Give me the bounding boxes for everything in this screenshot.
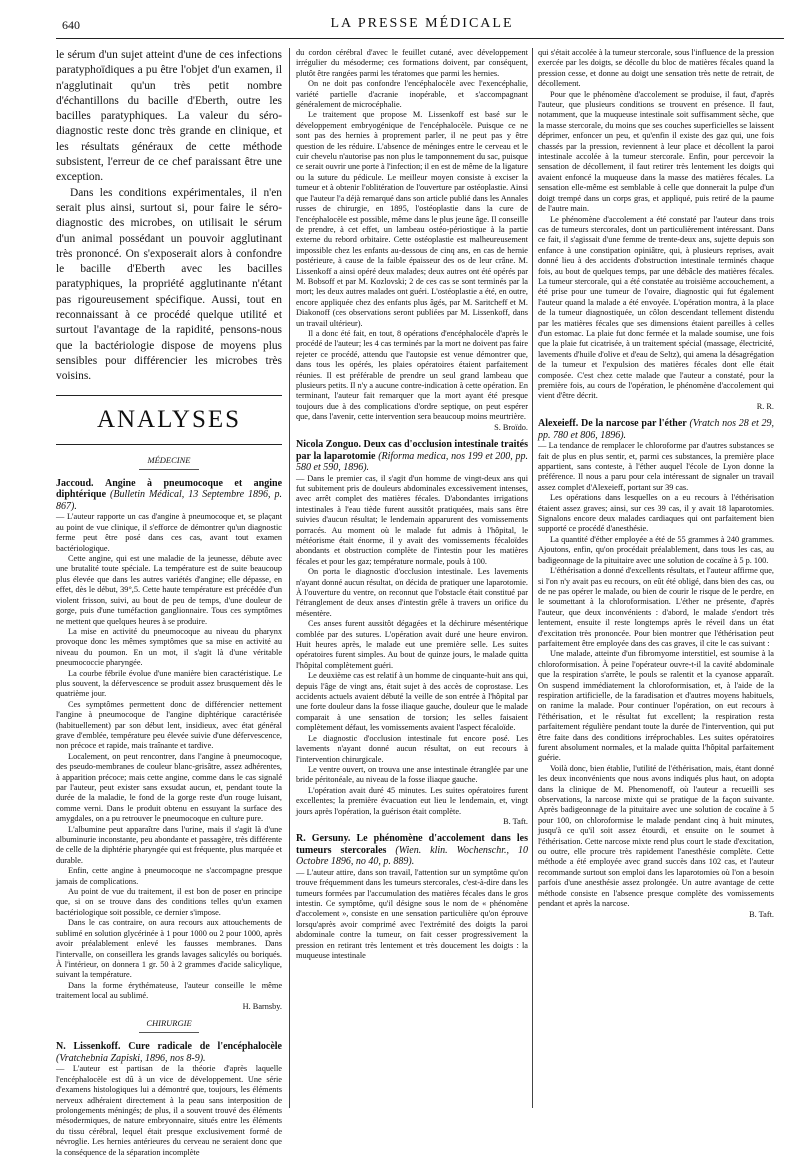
page-header	[62, 14, 782, 34]
article-heading	[56, 1041, 282, 1064]
article-reference: (Bulletin Médical, 13 Septembre 1896, p. 867).	[56, 489, 282, 512]
intro-text	[56, 48, 282, 385]
article-signature: B. Taft.	[749, 909, 774, 919]
paragraph: Au point de vue du traitement, il est bon de poser en principe que, si on se trouve dans des conditions telles qu'un examen bactériologique soit possible, ce dernier s'impose.	[56, 887, 282, 917]
paragraph: On ne doit pas confondre l'encéphalocèle avec l'exencéphalie, variété partielle d'acranie inopérable, et s'accompagnant généralement de microcéphalie.	[296, 79, 528, 110]
paragraph: Le ventre ouvert, on trouva une anse intestinale étranglée par une bride péritonéale, au niveau de la fosse iliaque gauche.	[296, 764, 528, 785]
category-rule	[139, 1032, 199, 1033]
section-title: ANALYSES	[96, 405, 242, 433]
article-body	[56, 1064, 282, 1158]
paragraph: Une malade, atteinte d'un fibromyome interstitiel, est soumise à la chloroformisation. À peine l'opérateur ouvre-t-il la cavité abdominale que la respiration s'arrête, le pouls se ralentit et la cyanose apparaît. On suspend immédiatement la chloroformisation, et, à l'aide de la respiration artificielle, de la faradisation et d'autres moyens habituels, on ranime la malade. Pour continuer l'opération, on eut recours à l'éthérisation, et le résultat fut excellent; la respiration resta parfaitement régulière pendant toute la durée de l'intervention, qui put être faite dans des conditions irréprochables. Les suites opératoires furent absolument normales, et la malade quitta l'hôpital parfaitement guérie.	[538, 649, 774, 763]
paragraph: du cordon cérébral d'avec le feuillet cutané, avec développement irrégulier du mésoderme; ces formations doivent, par conséquent, plutôt être rangées parmi les tératomes que parmi les hernies.	[296, 48, 528, 78]
article-signature: H. Barnsby.	[242, 1001, 282, 1011]
article-signature: S. Broïdo.	[494, 422, 528, 432]
paragraph: L'opération avait duré 45 minutes. Les suites opératoires furent excellentes; la première évacuation eut lieu le lendemain, et, vingt jours après l'opération, la guérison était complète.	[296, 785, 528, 816]
column-right	[538, 48, 774, 1108]
paragraph: L'éthérisation a donné d'excellents résultats, et l'auteur affirme que, si l'on n'y avait pas eu recours, on eût été obligé, dans bien des cas, ou de ne pas opérer le malade, ou bien de courir le risque de le perdre, en le soumettant à la chloroformisation. L'éther ne présente, d'après l'auteur, que deux inconvénients : d'abord, le malade s'endort très lentement, ensuite il reste longtemps après le réveil dans un état d'excitation très prononcée. Pour bien montrer que l'éthérisation peut parfaitement être employée dans des cas graves, il cite le cas suivant :	[538, 566, 774, 648]
paragraph: Il a donc été fait, en tout, 8 opérations d'encéphalocèle d'après le procédé de l'auteur; les 4 cas terminés par la mort ne doivent pas faire rejeter ce procédé, attendu que l'autopsie est venue démontrer que, dans tous les opérés, les plaies opératoires étaient parfaitement réunies. Il est préférable de prendre un seul grand lambeau que plusieurs petits. Il n'y a aucune contre-indication à cette opération. En terminant, l'auteur fait remarquer que la mort ayant été presque toujours due à des complications d'ordre septique, on peut espérer que, dans l'avenir, cette intervention sera beaucoup moins meurtrière.	[296, 328, 528, 422]
paragraph: Ces symptômes permettent donc de différencier nettement l'angine à pneumocoque de l'angine diphtérique caractérisée (habituellement) par son début lent, insidieux, avec état général grave d'emblée, température peu élevée suivie d'une défervescence, non précoce et rapide, mais traînante et tardive.	[56, 699, 282, 751]
article-heading	[538, 418, 774, 441]
paragraph: Pour que le phénomène d'accolement se produise, il faut, d'après l'auteur, que plusieurs conditions se trouvent en présence. Il faut, notamment, que la muqueuse intestinale soit suffisamment sèche, que la masse stercorale, du moins que ses couches superficielles se laissent déprimer, enfoncer un peu, et qu'enfin il existe des gaz qui, une fois chassés par la pression, reviennent à leur place et décollent la paroi intestinale accolée à la tumeur stercorale. Enfin, pour percevoir la sensation de décollement, il faut retirer très lentement les doigts qui avaient enfoncé la muqueuse dans la masse des matières fécales. La sensation elle-même est semblable à celle que donnerait la pulpe d'un doigt trempé dans un corps gras, et appliqué, puis retiré de la paume de l'autre main.	[538, 89, 774, 214]
paragraph: Dans la forme érythémateuse, l'auteur conseille le même traitement local au sublimé.	[56, 980, 282, 1001]
paragraph: L'albumine peut apparaître dans l'urine, mais il s'agit là d'une albuminurie inconstante, peu abondante et passagère, très différente de celle de la diphtérie pharyngée qui est fréquente, plus marquée et durable.	[56, 824, 282, 865]
paragraph: Le diagnostic d'occlusion intestinale fut encore posé. Les lavements n'ayant donné aucun résultat, on eut recours à l'intervention chirurgicale.	[296, 733, 528, 764]
article-author: Nicola Zonguo.	[296, 439, 362, 451]
journal-title: LA PRESSE MÉDICALE	[330, 16, 514, 31]
paragraph: On porta le diagnostic d'occlusion intestinale. Les lavements n'ayant donné aucun résultat, on décida de pratiquer une laparotomie. À l'ouverture du ventre, on reconnut que l'obstacle était constitué par l'étranglement de deux anses d'intestin grêle à travers un orifice du mésentère.	[296, 567, 528, 618]
category-heading: CHIRURGIE	[146, 1017, 192, 1028]
section-rule	[56, 444, 282, 445]
paragraph: Ces anses furent aussitôt dégagées et la déchirure mésentérique comblée par des sutures. L'opération avait duré une heure environ. Huit heures après, le malade eut une première selle. Les suites opératoires furent simples. Au bout de quinze jours, le malade quitta l'hôpital complètement guéri.	[296, 619, 528, 670]
article-body	[56, 512, 282, 1001]
paragraph: Le phénomène d'accolement a été constaté par l'auteur dans trois cas de tumeurs stercorales, dont un particulièrement intéressant. Dans ce fait, il s'agissait d'une femme de trente-deux ans, sujette depuis son enfance à une constipation opiniâtre, qui, à plusieurs reprises, avait donné lieu à des accidents d'obstruction intestinale terminés chaque fois, au bout de quelques temps, par une débâcle des matières fécales. La tumeur stercorale, qui a été constatée au troisième accouchement, a été prise pour une tumeur de l'ovaire, diagnostic qui fut également l'auteur quand la malade a été envoyée. L'opération montra, à la place de la tumeur diagnostiquée, un côlon descendant tellement distendu par les matières fécales que ses dimensions étaient pareilles à celles d'un estomac. La plaie fut donc fermée et la malade soumise, une fois que la plaie fut cicatrisée, à un traitement spécial (massage, électricité, lavements d'huile d'olive et d'eau de Seltz), qui amena la désagrégation de la tumeur et l'expulsion des matières fécales dont elle était composée. C'est chez cette malade que l'auteur a constaté, pour la première fois, au cours de l'opération, le phénomène d'accolement qui vient d'être décrit.	[538, 214, 774, 401]
article-heading	[56, 478, 282, 513]
article-title: Angine à pneumocoque et angine diphtérique	[56, 477, 283, 501]
paragraph: Les opérations dans lesquelles on a eu recours à l'éthérisation étaient assez graves; ainsi, sur ces 39 cas, il y avait 18 laparotomies. Signalons encore deux malades cardiaques qui ont parfaitement bien supporté ce procédé d'anesthésie.	[538, 493, 774, 534]
article-title: Cure radicale de l'encéphalocèle	[128, 1041, 282, 1053]
column-left	[56, 48, 283, 1157]
article-author: R. Gersuny.	[296, 833, 351, 845]
article-reference: (Wien. klin. Wochenschr., 10 Octobre 1896, no 40, p. 889).	[296, 844, 528, 868]
header-rule	[56, 38, 784, 39]
article-reference: (Vratch nos 28 et 29, pp. 780 et 806, 1896).	[538, 418, 775, 441]
paragraph: — Dans le premier cas, il s'agit d'un homme de vingt-deux ans qui fut subitement pris de douleurs abdominales excessivement intenses, avec arrêt complet des matières fécales. D'abondantes irrigations intestinales à l'eau tiède furent aussitôt pratiquées, mais sans être suivies d'aucun résultat; le lendemain apparurent des vomissements porracés. Au moment où le malade fut admis à l'hôpital, le météorisme était énorme, il y avait des vomissements fécaloïdes abondants et obstruction complète de l'intestin pour les matières fécales et pour les gaz; température normale, pouls à 100.	[296, 473, 528, 566]
page-number: 640	[62, 18, 80, 32]
paragraph: — La tendance de remplacer le chloroforme par d'autres substances se fait de plus en plus sentir, et, parmi ces substances, la première place appartient, sans conteste, à l'éther auquel l'école de Lyon donne la préférence. Il nous a paru pour cela intéressant de signaler un travail assez complet d'Alexeieff, portant sur 39 cas.	[538, 441, 774, 492]
paragraph: Le deuxième cas est relatif à un homme de cinquante-huit ans qui, depuis l'âge de vingt ans, était sujet à des accès de coprostase. Les accidents actuels avaient débuté la veille de son entrée à l'hôpital par une forte douleur dans la fosse iliaque gauche, douleur que le malade comparait à une sensation de torsion; les selles faisaient complètement défaut, les vomissements avaient l'aspect fécaloïde.	[296, 671, 528, 733]
article-author: Jaccoud.	[56, 477, 94, 489]
article-reference: (Riforma medica, nos 199 et 200, pp. 580 et 590, 1896).	[296, 450, 528, 474]
article-body	[538, 441, 774, 909]
article-signature: B. Taft.	[503, 816, 528, 826]
column-divider	[532, 48, 533, 1108]
article-heading	[296, 833, 528, 868]
paragraph: le sérum d'un sujet atteint d'une de ces infections paratyphoïdiques a pu être l'objet d'un examen, il n'agglutinait qu'un très petit nombre d'échantillons du bacille d'Eberth, outre les bacilles paratyphiques. La valeur du séro-diagnostic reste donc très grande en clinique, et les résultats généraux de cette méthode subsistent, l'erreur de ce chef paraissant être une exception.	[56, 49, 282, 184]
category-heading: MÉDECINE	[147, 454, 191, 465]
article-author: Alexeieff.	[538, 418, 579, 430]
article-heading	[296, 439, 528, 474]
paragraph: — L'auteur attire, dans son travail, l'attention sur un symptôme qu'on trouve fréquemment dans les tumeurs stercorales, c'est-à-dire dans les tumeurs formées par l'accumulation des matières fécales dans le gros intestin. Ce symptôme, qu'il désigne sous le nom de « phénomène d'accolement », consiste en une sensation particulière qu'on éprouve lorsqu'après avoir comprimé avec l'extrémité des doigts la paroi abdominale contre la tumeur, on fait cesser progressivement la pression en retirant très lentement et très doucement les doigts : la muqueuse intestinale	[296, 867, 528, 961]
category-rule	[139, 469, 199, 470]
column-middle	[296, 48, 528, 1108]
article-body	[296, 868, 528, 962]
paragraph: Localement, on peut rencontrer, dans l'angine à pneumocoque, des pseudo-membranes de couleur blanc-grisâtre, assez adhérentes, à apparition précoce; mais cette angine, comme dans le cas signalé par l'auteur, peut exister sans exsudat aucun, et, pendant toute la durée de la maladie, le fond de la gorge reste d'un rouge luisant, comme verni. Dans le produit obtenu en essuyant la surface des amygdales, on a pu retrouver le pneumocoque en culture pure.	[56, 751, 282, 824]
article-title: Deux cas d'occlusion intestinale traités par la laparotomie	[296, 439, 529, 462]
section-rule	[56, 395, 282, 396]
article-signature: R. R.	[756, 401, 774, 411]
paragraph: Le traitement que propose M. Lissenkoff est basé sur le développement embryogénique de l'encéphalocèle. Puisque ce ne sont pas des hernies à proprement parler, il ne peut pas y être question de les réduire. L'absence de méninges entre le cerveau et le cuir chevelu n'autorise pas non plus le tamponnement du sac, puisque ce serait ouvrir une porte à l'infection; il en est de même de la ligature ou la suture du pédicule. Le meilleur moyen consiste à exciser la tumeur et à obtenir l'oblitération de l'ouverture par ostéoplastie. Ainsi que l'auteur l'a déjà remarqué dans son article publié dans les Annales russes de chirurgie, en 1895, l'ostéoplastie dans la cure de l'encéphalocèle est possible, même dans le plus jeune âge. Il conseille de prendre, à cet effet, un lambeau ostéo-périostique à la partie externe du rebord orbitaire. Cette ostéoplastie est malheureusement impossible chez les enfants au-dessous de cinq ans, en cas de hernie postérieure, à cause de la faible épaisseur des os de leur crâne. M. Lissenkoff a ainsi opéré deux malades; deux autres ont été opérés par M. Bobsoff et par M. Kozlovski; 2 de ces cas se sont terminés par la mort; les deux autres malades ont guéri. L'ostéoplastie a été, en outre, encore appliquée chez des enfants plus âgés, par M. Saritcheff et M. Diakonoff (ces observations seront publiées par M. Lissenkoff, dans un travail ultérieur).	[296, 110, 528, 328]
paragraph: La quantité d'éther employée a été de 55 grammes à 240 grammes. Ajoutons, enfin, qu'on procédait préalablement, dans tous les cas, au badigeonnage de la pituitaire avec une solution de cocaïne à 5 p. 100.	[538, 534, 774, 565]
article-reference: (Vratchebnia Zapiski, 1896, nos 8-9).	[56, 1052, 206, 1064]
paragraph: La mise en activité du pneumocoque au niveau du pharynx provoque donc les mêmes symptômes que sa mise en activité au niveau du poumon. En un mot, il s'agit là d'une véritable pneumococcie pharyngée.	[56, 626, 282, 668]
article-body	[296, 48, 528, 423]
paragraph: Voilà donc, bien établie, l'utilité de l'éthérisation, mais, étant donné les deux inconvénients que nous avons indiqués plus haut, on adopta dans la clinique de M. Phenomenoff, où l'auteur a recueilli ses observations, la narcose mixte qui se pratique de la façon suivante. Après badigeonnage de la pituitaire avec une solution de cocaïne à 5 pour 100, on chloroformise le malade pendant cinq à huit minutes, jusqu'à ce qu'il soit assez étourdi, et ensuite on le soumet à l'éthérisation. Cette narcose mixte rend plus court le stade d'excitation, ou outre, elle procure très rapidement l'anesthésie complète. Cette méthode a été employée avec grand succès dans 102 cas, et l'auteur recommande surtout son emploi dans les laparotomies où l'on a besoin parfois d'une anesthésie assez prolongée. Un autre avantage de cette méthode consiste en l'absence presque complète des vomissements pendant et après la narcose.	[538, 763, 774, 909]
paragraph: Dans les conditions expérimentales, il n'en serait plus ainsi, surtout si, pour faire le séro-diagnostic des microbes, on utilisait le sérum d'un animal possédant un pouvoir agglutinant très prononcé. On s'exposerait alors à confondre le bacille d'Eberth avec les bacilles paratyphiques, la propriété agglutinante n'étant pas rigoureusement spécifique. Aussi, tout en reconnaissant à ce procédé quelque utilité et surtout l'avantage de la rapidité, pensons-nous que la bactériologie dispose de moyens plus sensibles pour différencier les microbes très voisins.	[56, 186, 282, 383]
paragraph: — L'auteur est partisan de la théorie d'après laquelle l'encéphalocèle est dû à un vice de développement. Une série d'examens histologiques lui a démontré que, toujours, les éléments nerveux adhéraient directement à la peau sans interposition de prolongements méningés; de plus, il a souvent trouvé des éléments mésodermiques, de nature embryonnaire, situés entre les éléments du tissu cérébral, lequel était presque exclusivement formé de névroglie. Les hernies antérieures du cerveau ne seraient donc que la conséquence de la séparation incomplète	[56, 1064, 282, 1157]
paragraph: — L'auteur rapporte un cas d'angine à pneumocoque et, se plaçant au point de vue clinique, il s'efforce de démontrer qu'un diagnostic ferme peut être posé dans ces cas, avant tout examen bactériologique.	[56, 512, 282, 553]
paragraph: Cette angine, qui est une maladie de la jeunesse, débute avec une brutalité toute spéciale. La température est de suite beaucoup plus élevée que dans les autres variétés d'angine; elle dépasse, en effet, dès le début, 39°,5. Cette haute température est précédée d'un violent frisson, suivi, au bout de peu de temps, d'une douleur de gorge, puis d'une tuméfaction ganglionnaire. Tous ces symptômes ne mettent que quelques heures à se produire.	[56, 554, 282, 626]
paragraph: Dans le cas contraire, on aura recours aux attouchements de sublimé en solution glycérinée à 1 pour 1000 ou 2 pour 1000, après avoir préalablement enlevé les fausses membranes. Dans l'intervalle, on conseillera les grands lavages salicylés ou boriqués. À l'intérieur, on donnera 1 gr. 50 à 2 grammes d'acide salicylique, suivant la température.	[56, 918, 282, 980]
paragraph: La courbe fébrile évolue d'une manière bien caractéristique. Le plus souvent, la défervescence se produit assez brusquement dès le quatrième jour.	[56, 668, 282, 699]
article-title: Le phénomène d'accolement dans les tumeurs stercorales	[296, 833, 529, 856]
article-author: N. Lissenkoff.	[56, 1041, 121, 1053]
paragraph: Enfin, cette angine à pneumocoque ne s'accompagne presque jamais de complications.	[56, 866, 282, 886]
article-title: De la narcose par l'éther	[581, 418, 687, 430]
article-body	[538, 48, 774, 402]
column-divider	[289, 48, 290, 1108]
article-body	[296, 474, 528, 817]
paragraph: qui s'était accolée à la tumeur stercorale, sous l'influence de la pression exercée par les doigts, se décolle du bloc de matières fécales quand la pression cesse, et donne au doigt une sensation très nette de retrait, de décollement.	[538, 48, 774, 89]
